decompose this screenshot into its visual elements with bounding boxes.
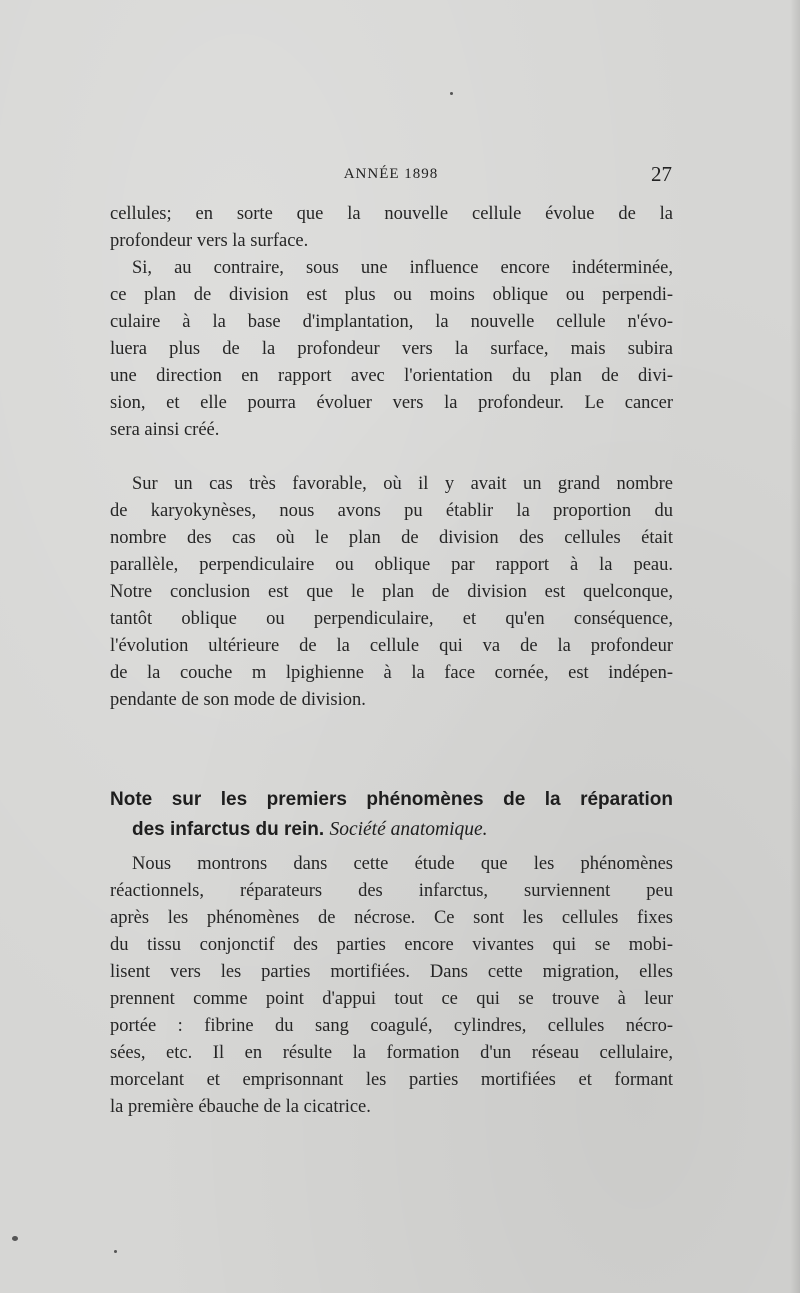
- page-header: [110, 160, 672, 188]
- text-line: sera ainsi créé.: [110, 420, 220, 440]
- text-line: après les phénomènes de nécrose. Ce sont les cellules fixes: [110, 908, 673, 928]
- scan-speck: [450, 92, 453, 95]
- scan-speck: [12, 1236, 18, 1241]
- page-number: 27: [651, 162, 672, 186]
- text-line: prennent comme point d'appui tout ce qui se trouve à leur: [110, 989, 673, 1009]
- text-line: la première ébauche de la cicatrice.: [110, 1097, 371, 1117]
- text-line: Nous montrons dans cette étude que les phénomènes: [132, 854, 673, 874]
- text-line: cellules; en sorte que la nouvelle cellule évolue de la: [110, 204, 673, 224]
- text-line: luera plus de la profondeur vers la surface, mais subira: [110, 339, 673, 359]
- text-line: Notre conclusion est que le plan de division est quelconque,: [110, 582, 673, 602]
- text-line: lisent vers les parties mortifiées. Dans cette migration, elles: [110, 962, 673, 982]
- text-line: tantôt oblique ou perpendiculaire, et qu'en conséquence,: [110, 609, 673, 629]
- paragraph-continuation: [110, 201, 673, 444]
- text-line: Sur un cas très favorable, où il y avait un grand nombre: [132, 474, 673, 494]
- text-line: parallèle, perpendiculaire ou oblique par rapport à la peau.: [110, 555, 673, 575]
- text-line: ce plan de division est plus ou moins oblique ou perpendi-: [110, 285, 673, 305]
- section-title-bold: des infarctus du rein.: [132, 819, 325, 840]
- text-line: morcelant et emprisonnant les parties mortifiées et formant: [110, 1070, 673, 1090]
- section-title-source: Société anatomique.: [329, 819, 488, 840]
- text-line: de la couche m lpighienne à la face cornée, est indépen-: [110, 663, 673, 683]
- text-line: Si, au contraire, sous une influence encore indéterminée,: [132, 258, 673, 278]
- text-line: culaire à la base d'implantation, la nouvelle cellule n'évo-: [110, 312, 673, 332]
- text-line: sées, etc. Il en résulte la formation d'un réseau cellulaire,: [110, 1043, 673, 1063]
- running-head: ANNÉE 1898: [343, 166, 439, 182]
- text-line: nombre des cas où le plan de division des cellules était: [110, 528, 673, 548]
- section-title-line: Note sur les premiers phénomènes de la réparation: [110, 789, 673, 810]
- scan-speck: [114, 1250, 117, 1253]
- text-line: profondeur vers la surface.: [110, 231, 309, 251]
- section-title: [110, 785, 673, 845]
- section-paragraph: [110, 851, 673, 1121]
- text-line: l'évolution ultérieure de la cellule qui va de la profondeur: [110, 636, 673, 656]
- text-line: de karyokynèses, nous avons pu établir la proportion du: [110, 501, 673, 521]
- page-edge-shadow: [790, 0, 800, 1293]
- text-line: portée : fibrine du sang coagulé, cylindres, cellules nécro-: [110, 1016, 673, 1036]
- text-line: sion, et elle pourra évoluer vers la profondeur. Le cancer: [110, 393, 673, 413]
- text-line: une direction en rapport avec l'orientation du plan de divi-: [110, 366, 673, 386]
- section-title-line: [110, 815, 673, 845]
- text-line: pendante de son mode de division.: [110, 690, 366, 710]
- text-line: du tissu conjonctif des parties encore vivantes qui se mobi-: [110, 935, 673, 955]
- text-line: réactionnels, réparateurs des infarctus, surviennent peu: [110, 881, 673, 901]
- paragraph-karyokinesis: [110, 471, 673, 714]
